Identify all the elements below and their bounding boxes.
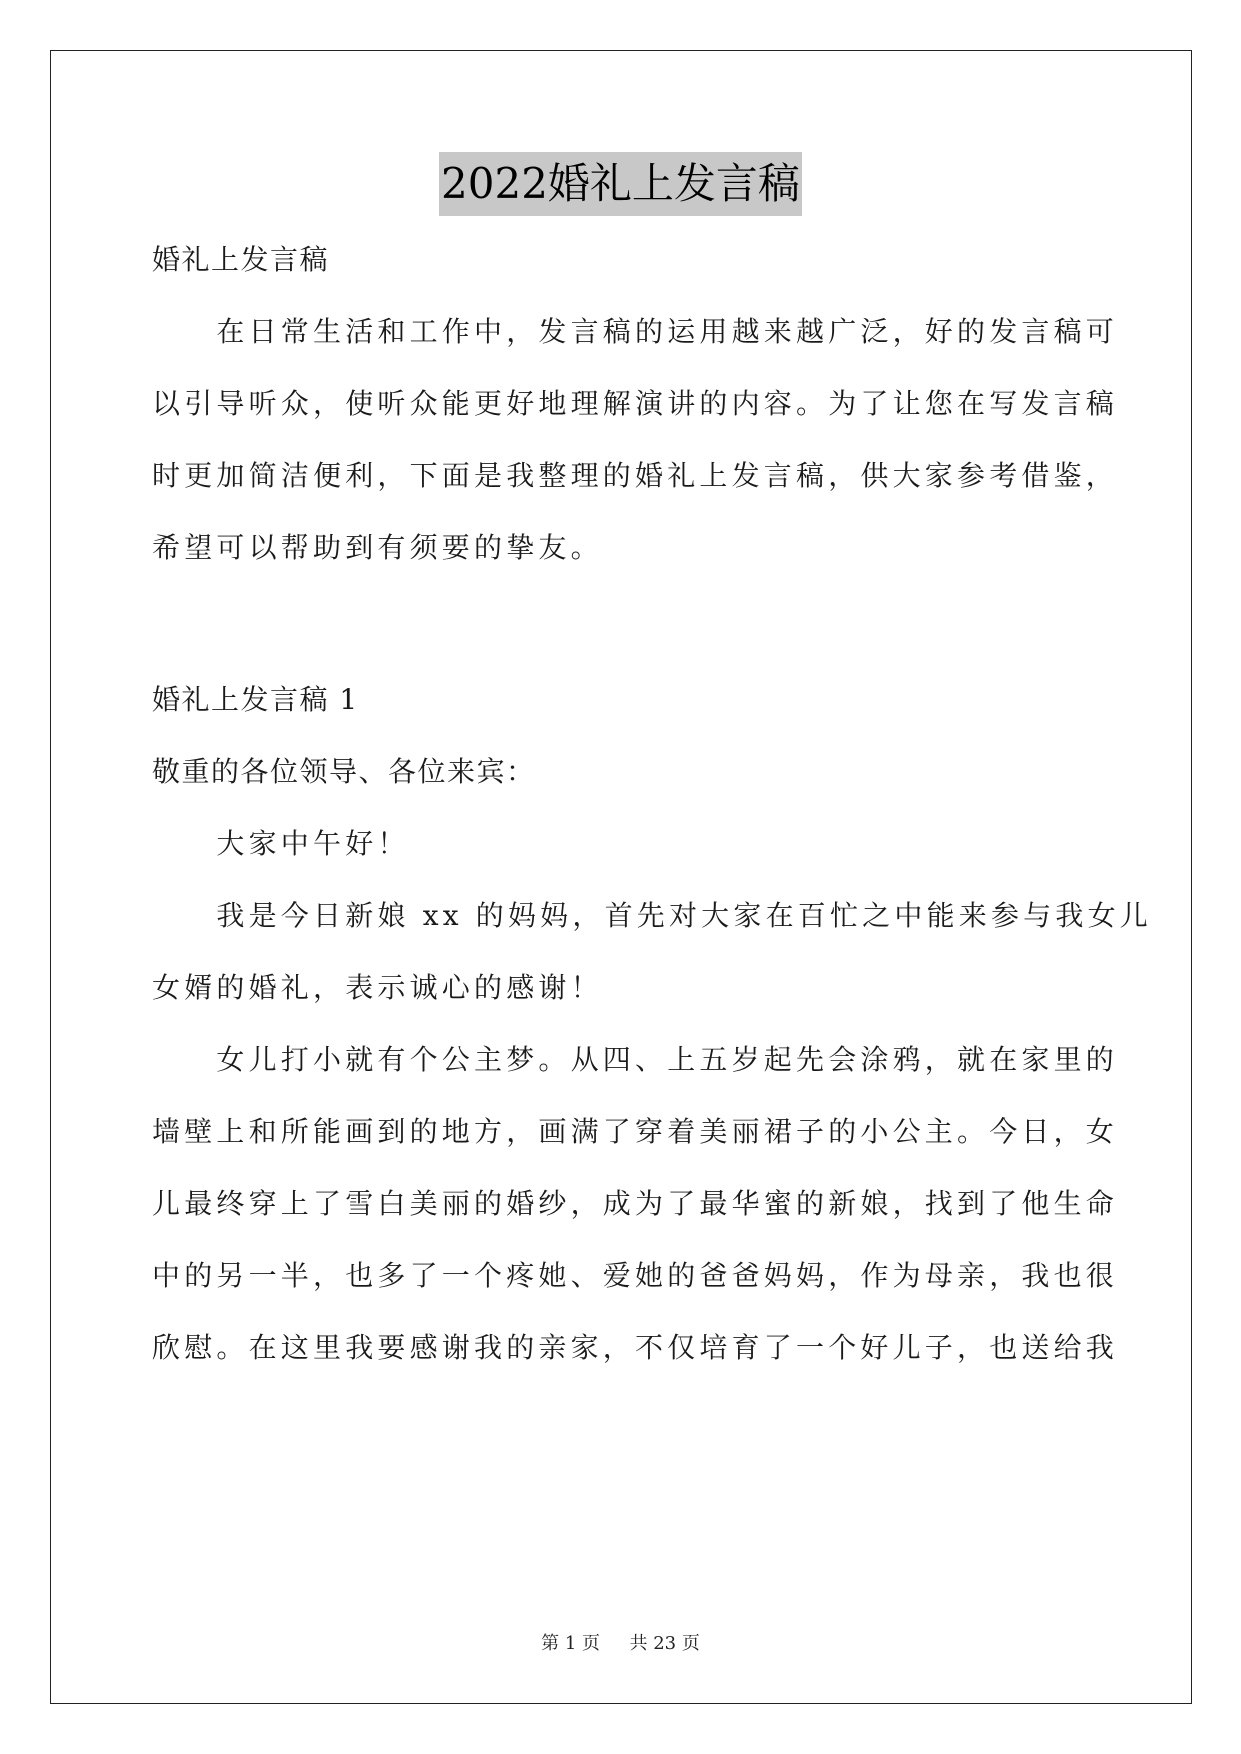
salutation: 敬重的各位领导、各位来宾： [152,755,536,788]
intro-line-2: 以引导听众，使听众能更好地理解演讲的内容。为了让您在写发言稿 [152,387,1119,420]
intro-line-4: 希望可以帮助到有须要的挚友。 [152,531,603,564]
body-line-6: 儿最终穿上了雪白美丽的婚纱，成为了最华蜜的新娘，找到了他生命 [152,1187,1119,1220]
body-line-3: 女婿的婚礼，表示诚心的感谢！ [152,971,603,1004]
body-line-7: 中的另一半，也多了一个疼她、爱她的爸爸妈妈，作为母亲，我也很 [152,1259,1119,1292]
body-line-5: 墙壁上和所能画到的地方，画满了穿着美丽裙子的小公主。今日，女 [152,1115,1119,1148]
body-line-2: 我是今日新娘 xx 的妈妈，首先对大家在百忙之中能来参与我女儿 [152,899,1152,932]
subtitle: 婚礼上发言稿 [152,243,330,276]
intro-line-1: 在日常生活和工作中，发言稿的运用越来越广泛，好的发言稿可 [152,315,1119,348]
body-line-4: 女儿打小就有个公主梦。从四、上五岁起先会涂鸦，就在家里的 [152,1043,1119,1076]
title-container [0,152,1241,216]
section-heading: 婚礼上发言稿 1 [152,683,359,716]
page-number: 第 1 页 [541,1633,601,1654]
intro-line-3: 时更加简洁便利，下面是我整理的婚礼上发言稿，供大家参考借鉴， [152,459,1119,492]
document-title: 2022婚礼上发言稿 [439,152,802,216]
body-line-1: 大家中午好！ [152,827,410,860]
page-border [50,50,1192,1704]
page-total: 共 23 页 [629,1633,700,1654]
page-footer [0,1632,1241,1656]
body-line-8: 欣慰。在这里我要感谢我的亲家，不仅培育了一个好儿子，也送给我 [152,1331,1119,1364]
